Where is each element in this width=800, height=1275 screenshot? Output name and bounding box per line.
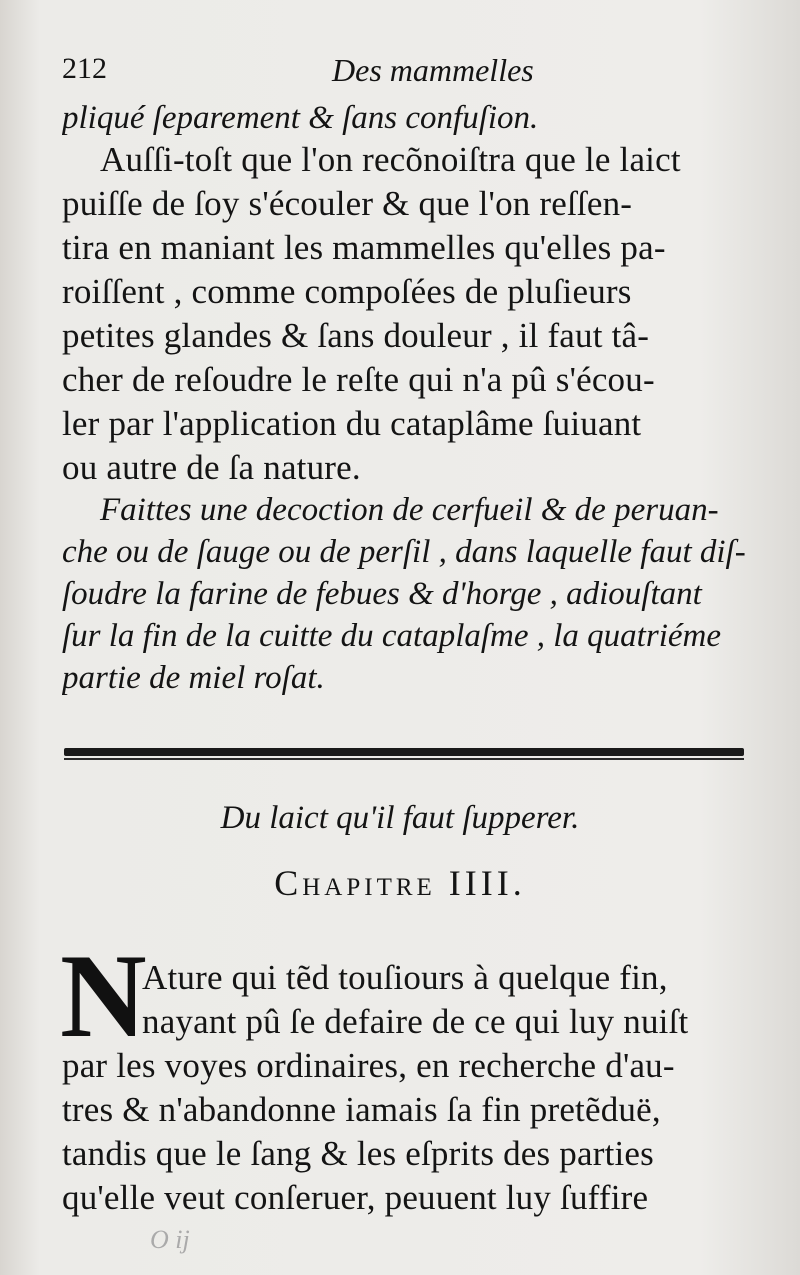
text-line: par les voyes ordinaires, en recherche d'au- — [62, 1046, 675, 1085]
ornamental-rule — [64, 748, 744, 756]
text-line: Ature qui tẽd touſiours à quelque fin, — [142, 958, 668, 997]
text-line: qu'elle veut conſeruer, peuuent luy ſuffire — [62, 1178, 649, 1217]
recipe-line: partie de miel roſat. — [62, 660, 325, 696]
recipe-line: ſur la fin de la cuitte du cataplaſme , la quatriéme — [62, 618, 721, 654]
chapter-heading: Chapitre IIII. — [274, 863, 526, 903]
text-line: cher de reſoudre le reſte qui n'a pû s'écou- — [62, 360, 655, 399]
text-line: tira en maniant les mammelles qu'elles pa- — [62, 228, 666, 267]
page-number: 212 — [62, 52, 107, 85]
text-line: pliqué ſeparement & ſans confuſion. — [62, 100, 539, 136]
drop-capital: N — [60, 929, 147, 1062]
recipe-line: Faittes une decoction de cerfueil & de peruan- — [100, 492, 719, 528]
text-line: puiſſe de ſoy s'écouler & que l'on reſſen- — [62, 184, 633, 223]
section-title: Du laict qu'il faut ſupperer. — [220, 800, 580, 836]
text-line: petites glandes & ſans douleur , il faut tâ- — [62, 316, 650, 355]
recipe-line: che ou de ſauge ou de perſil , dans laquelle faut diſ- — [62, 534, 746, 570]
text-line: tres & n'abandonne iamais ſa fin pretẽduë, — [62, 1090, 661, 1129]
text-line: ou autre de ſa nature. — [62, 448, 361, 487]
recipe-line: ſoudre la farine de febues & d'horge , adiouſtant — [62, 576, 702, 612]
text-line: nayant pû ſe defaire de ce qui luy nuiſt — [142, 1002, 689, 1041]
text-line: roiſſent , comme compoſées de pluſieurs — [62, 272, 632, 311]
text-line: tandis que le ſang & les eſprits des parties — [62, 1134, 654, 1173]
text-line: Auſſi-toſt que l'on recõnoiſtra que le laict — [100, 140, 681, 179]
text-line: ler par l'application du cataplâme ſuiuant — [62, 404, 642, 443]
signature-mark: O ij — [150, 1225, 190, 1254]
running-head: Des mammelles — [332, 52, 534, 88]
page-header — [62, 52, 742, 92]
